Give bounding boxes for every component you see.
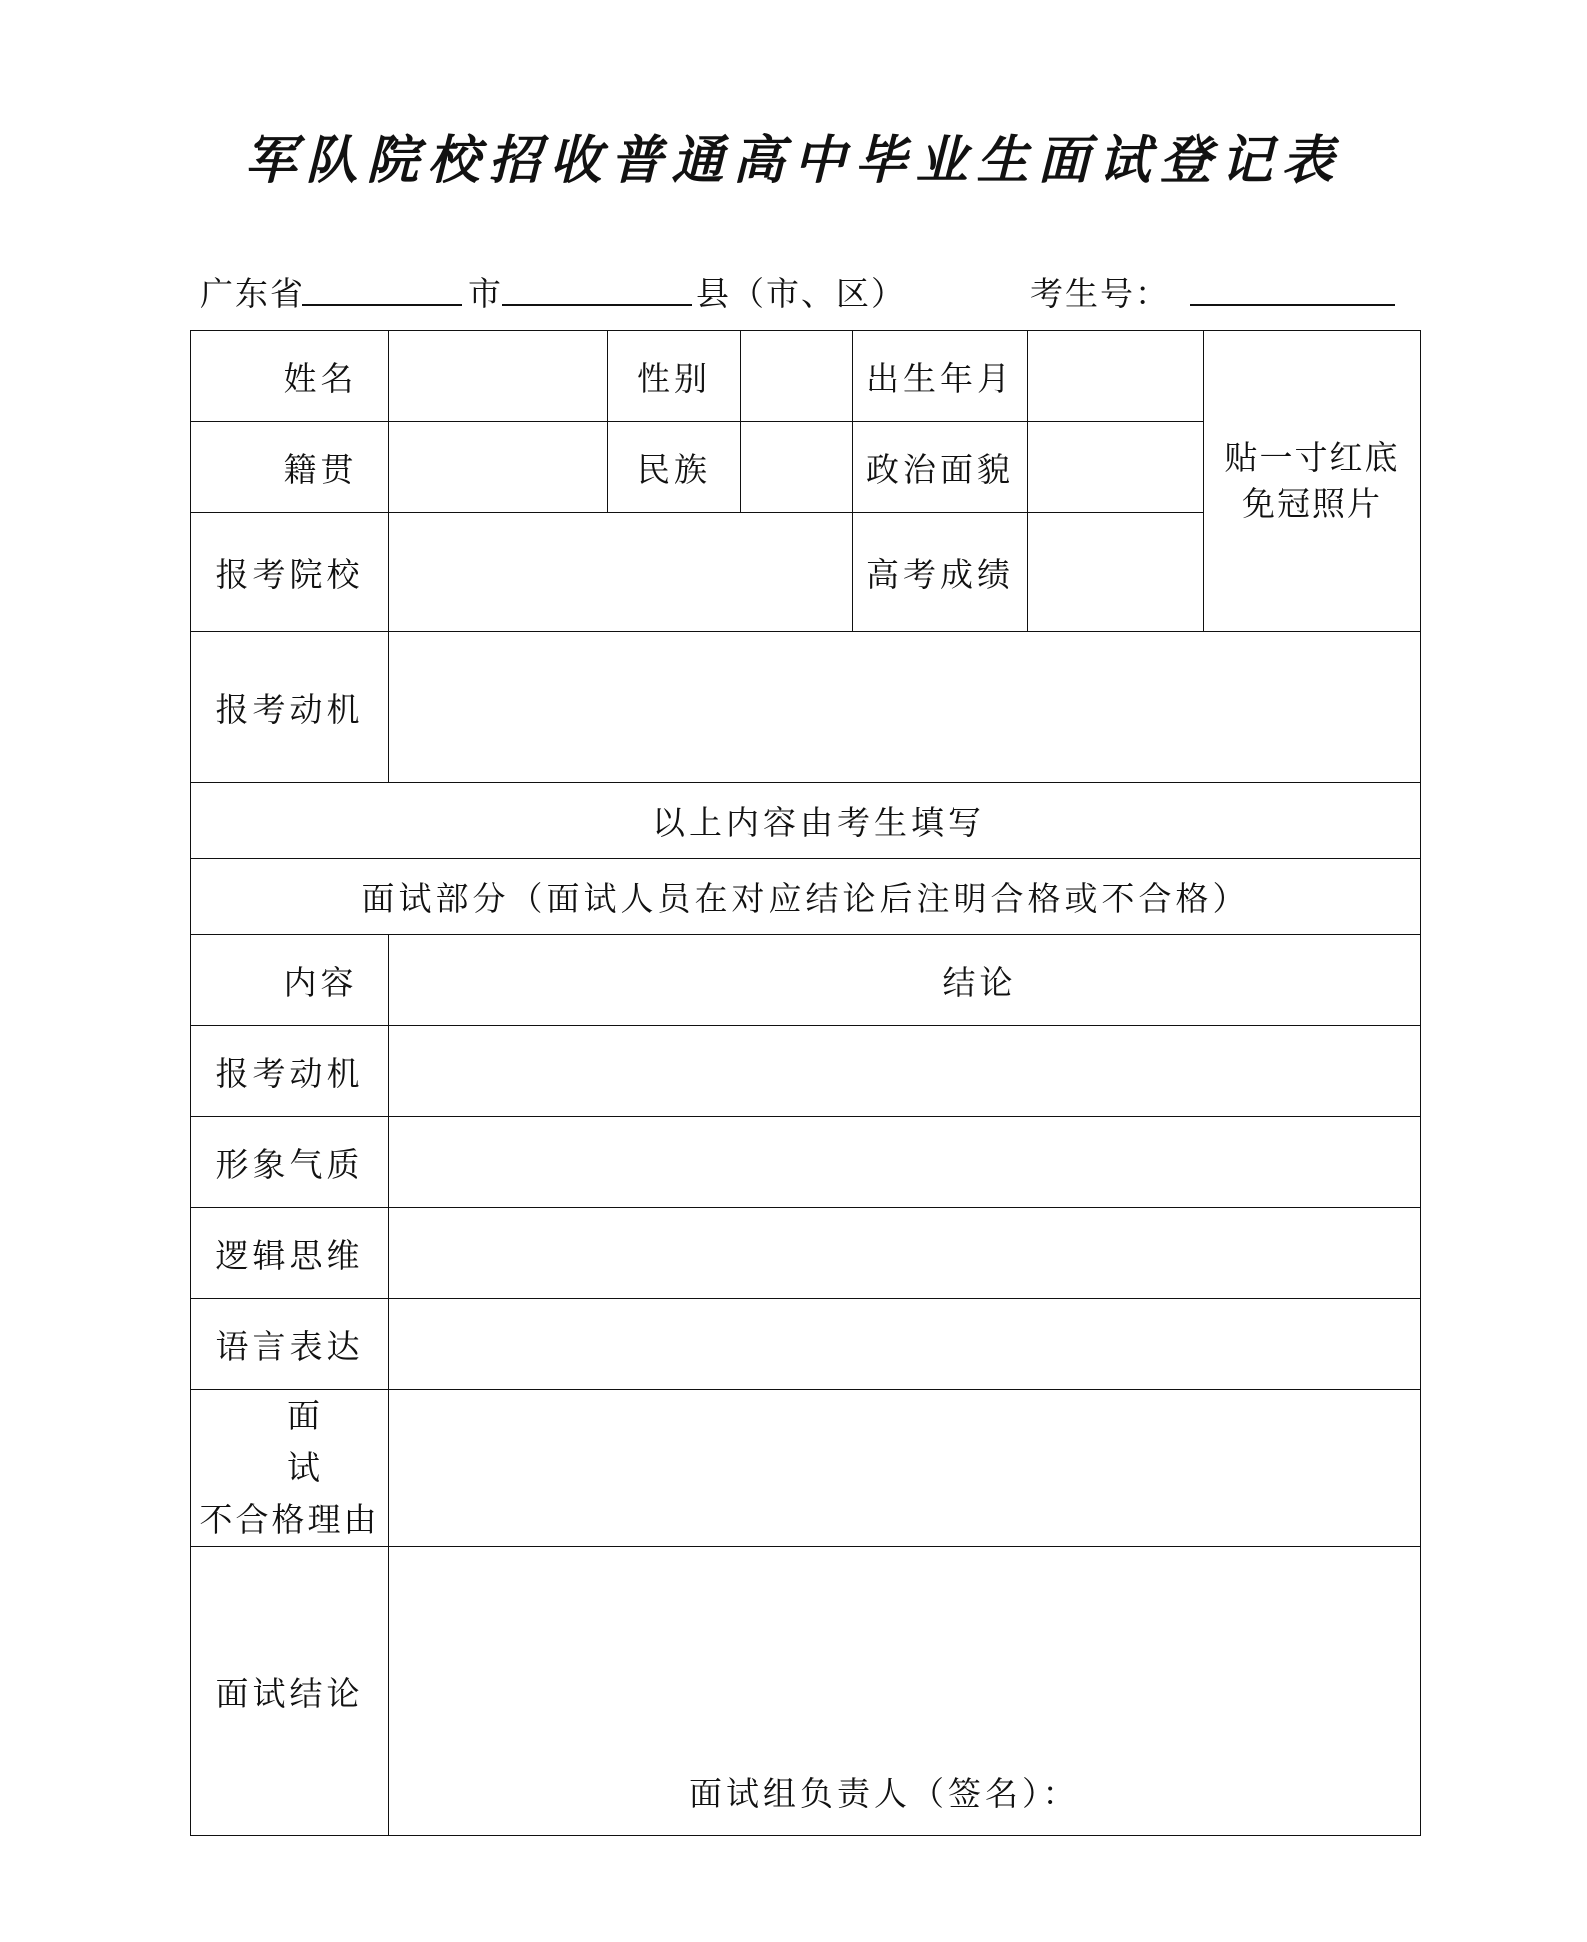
header-line [200, 268, 1400, 313]
conclusion-header: 结论 [389, 935, 1421, 1026]
birth-label: 出生年月 [853, 331, 1028, 422]
filled-by-note: 以上内容由考生填写 [191, 783, 1421, 859]
name-label: 姓名 [191, 331, 389, 422]
item-label-expression: 语言表达 [191, 1299, 389, 1390]
exam-no-label: 考生号： [1030, 274, 1170, 313]
fail-reason-label [191, 1390, 416, 1547]
item-result-logic[interactable] [389, 1208, 1421, 1299]
city-label: 市 [468, 274, 503, 313]
motive-field[interactable] [389, 632, 1421, 783]
exam-no-blank[interactable] [1190, 304, 1395, 306]
signer-label: 面试组负责人（签名）： [689, 1774, 1080, 1813]
score-field[interactable] [1028, 513, 1204, 632]
gender-field[interactable] [741, 331, 853, 422]
photo-box[interactable]: 贴一寸红底免冠照片 [1204, 331, 1421, 632]
city-blank[interactable] [502, 304, 692, 306]
gender-label: 性别 [608, 331, 741, 422]
score-label: 高考成绩 [853, 513, 1028, 632]
registration-table [190, 330, 1421, 1836]
ethnic-label: 民族 [608, 422, 741, 513]
item-result-appearance[interactable] [389, 1117, 1421, 1208]
fail-reason-field[interactable] [389, 1390, 1421, 1547]
political-status-label: 政治面貌 [853, 422, 1028, 513]
province-blank[interactable] [302, 304, 462, 306]
ethnic-field[interactable] [741, 422, 853, 513]
native-place-field[interactable] [389, 422, 608, 513]
item-label-appearance: 形象气质 [191, 1117, 389, 1208]
motive-label: 报考动机 [191, 632, 389, 783]
form-title: 军队院校招收普通高中毕业生面试登记表 [244, 130, 1343, 191]
fail-reason-line2: 不合格理由 [199, 1500, 380, 1539]
name-field[interactable] [389, 331, 608, 422]
item-label-logic: 逻辑思维 [191, 1208, 389, 1299]
school-field[interactable] [389, 513, 853, 632]
school-label: 报考院校 [191, 513, 389, 632]
item-label-motive: 报考动机 [191, 1026, 389, 1117]
native-place-label: 籍贯 [191, 422, 389, 513]
birth-field[interactable] [1028, 331, 1204, 422]
item-result-expression[interactable] [389, 1299, 1421, 1390]
province-label: 广东省 [200, 274, 305, 313]
political-status-field[interactable] [1028, 422, 1204, 513]
item-result-motive[interactable] [389, 1026, 1421, 1117]
interview-heading: 面试部分（面试人员在对应结论后注明合格或不合格） [191, 859, 1421, 935]
content-header: 内容 [191, 935, 389, 1026]
county-label: 县（市、区） [696, 274, 906, 313]
fail-reason-line1: 面试 [287, 1396, 416, 1487]
final-conclusion-label: 面试结论 [191, 1547, 389, 1836]
final-conclusion-field[interactable] [389, 1547, 1421, 1836]
